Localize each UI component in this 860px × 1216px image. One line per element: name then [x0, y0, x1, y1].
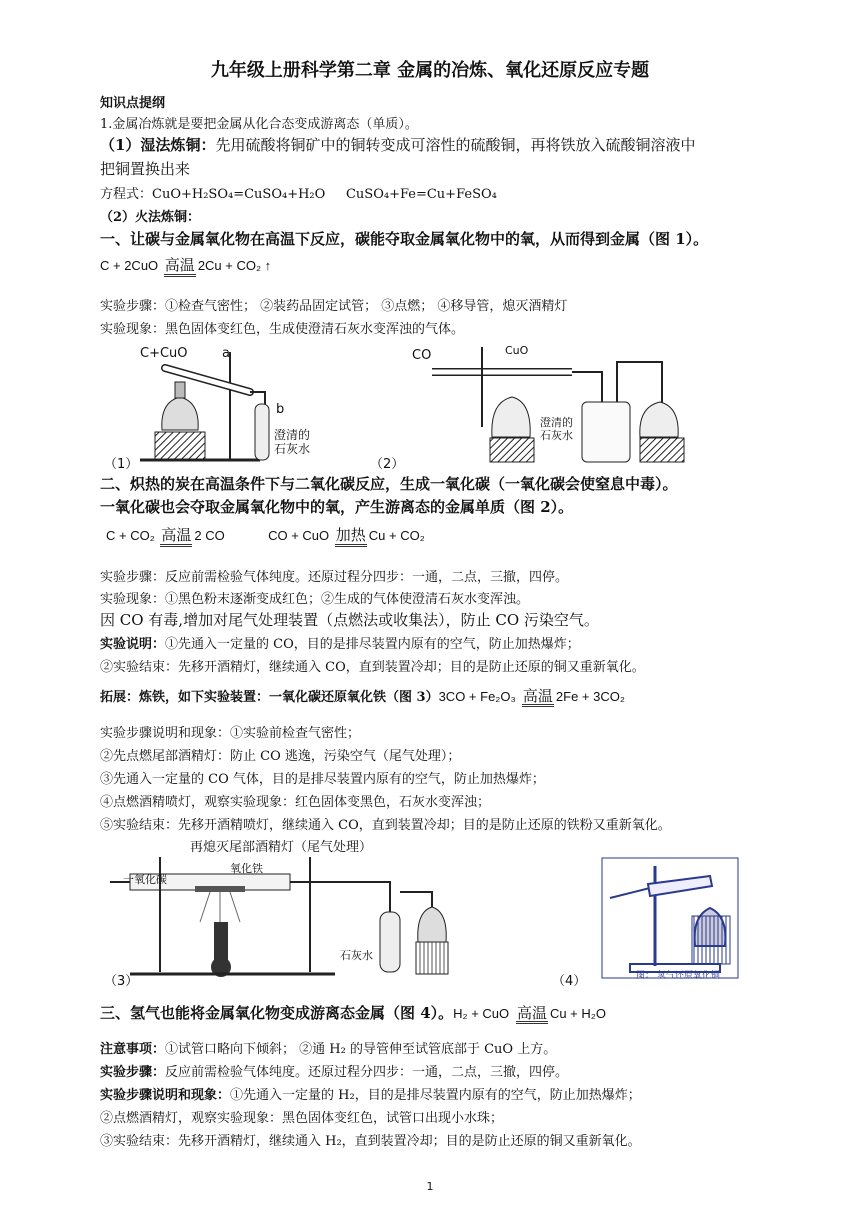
section-3-explain-1: 实验步骤说明和现象：①先通入一定量的 H₂，目的是排尽装置内原有的空气，防止加热爆炸； [100, 1088, 641, 1103]
section-1-heading: 一、让碳与金属氧化物在高温下反应，碳能夺取金属氧化物中的氧，从而得到金属（图 1）。 [100, 230, 709, 248]
section-3-heading-line: 三、氢气也能将金属氧化物变成游离态金属（图 4）。H₂ + CuO 高温 Cu + H₂O [100, 1004, 606, 1022]
figure-2-limewater-2: 石灰水 [540, 429, 573, 442]
wet-method-line2: 把铜置换出来 [100, 160, 191, 178]
condition-high-temp: 高温 [516, 1004, 547, 1022]
section-1-phenomena: 实验现象：黑色固体变红色，生成使澄清石灰水变浑浊的气体。 [100, 322, 465, 337]
section-1-steps: 实验步骤：①检查气密性； ②装药品固定试管； ③点燃； ④移导管，熄灭酒精灯 [100, 299, 568, 314]
figure-1-limewater-1: 澄清的 [274, 428, 311, 442]
fire-method-label: （2）火法炼铜： [100, 210, 201, 225]
figure-2-number: （2） [370, 457, 405, 472]
figure-1-limewater-2: 石灰水 [274, 442, 311, 456]
section-2-explain-2: ②实验结束：先移开酒精灯，继续通入 CO，直到装置冷却；目的是防止还原的铜又重新氧化。 [100, 660, 645, 675]
extension-step-6: 再熄灭尾部酒精灯（尾气处理） [190, 840, 373, 855]
section-2-explain-1: 实验说明：①先通入一定量的 CO，目的是排尽装置内原有的空气，防止加热爆炸； [100, 637, 580, 652]
equation-1: CuO+H₂SO₄=CuSO₄+H₂O [152, 187, 326, 202]
figure-1-number: （1） [104, 457, 139, 472]
section-3-notes: 注意事项：①试管口略向下倾斜； ②通 H₂ 的导管伸至试管底部于 CuO 上方。 [100, 1042, 557, 1057]
figure-2-co-reduction-apparatus [412, 342, 717, 467]
condition-high-temp: 高温 [164, 258, 196, 277]
figure-3-number: （3） [104, 974, 139, 989]
figure-4-number: （4） [552, 974, 587, 989]
extension-step-5: ⑤实验结束：先移开酒精喷灯，继续通入 CO，直到装置冷却；目的是防止还原的铁粉又重新氧化。 [100, 818, 671, 833]
page-title: 九年级上册科学第二章 金属的冶炼、氧化还原反应专题 [210, 60, 650, 81]
figure-2-limewater-1: 澄清的 [540, 416, 573, 429]
extension-step-3: ③先通入一定量的 CO 气体，目的是排尽装置内原有的空气，防止加热爆炸； [100, 772, 545, 787]
figure-1-label-b: b [276, 402, 285, 417]
section-2-heading-line2: 一氧化碳也会夺取金属氧化物中的氧，产生游离态的金属单质（图 2）。 [100, 498, 574, 516]
extension-step-4: ④点燃酒精喷灯，观察实验现象：红色固体变黑色，石灰水变浑浊； [100, 795, 491, 810]
section-3-heading: 三、氢气也能将金属氧化物变成游离态金属（图 4）。 [100, 1004, 454, 1022]
section-2-phenomena: 实验现象：①黑色粉末逐渐变成红色；②生成的气体使澄清石灰水变浑浊。 [100, 592, 530, 607]
condition-high-temp: 高温 [522, 687, 553, 705]
page-number: 1 [426, 1180, 434, 1193]
equation-2: CuSO₄+Fe=Cu+FeSO₄ [345, 187, 497, 202]
wet-method-text: 先用硫酸将铜矿中的铜转变成可溶性的硫酸铜，再将铁放入硫酸铜溶液中 [215, 136, 696, 154]
section-2-steps: 实验步骤：反应前需检验气体纯度。还原过程分四步：一通，二点，三撤，四停。 [100, 570, 569, 585]
condition-heating: 加热 [335, 528, 367, 547]
section-3-steps: 实验步骤：反应前需检验气体纯度。还原过程分四步：一通，二点，三撤，四停。 [100, 1065, 569, 1080]
wet-equation: 方程式：CuO+H₂SO₄=CuSO₄+H₂O CuSO₄+Fe=Cu+FeSO₄ [100, 187, 497, 202]
extension-step-0: 实验步骤说明和现象：①实验前检查气密性； [100, 726, 361, 741]
paragraph-1: 1.金属冶炼就是要把金属从化合态变成游离态（单质）。 [100, 117, 418, 132]
section-2-equations: C + CO₂ 高温 2 CO CO + CuO 加热 Cu + CO₂ [106, 528, 425, 547]
figure-3-limewater-label: 石灰水 [340, 949, 373, 962]
section-1-equation: C + 2CuO 高温 2Cu + CO₂ ↑ [100, 258, 271, 277]
figure-2-solid-label: CuO [505, 344, 529, 357]
figure-2-gas-label: CO [412, 348, 432, 363]
figure-4-hydrogen-reduction-apparatus [600, 856, 740, 981]
outline-heading: 知识点提纲 [100, 96, 166, 111]
figure-1-reagent-label: C+CuO [140, 346, 188, 361]
condition-high-temp: 高温 [160, 528, 192, 547]
wet-method-line1 [100, 134, 695, 155]
section-2-heading-line1: 二、炽热的炭在高温条件下与二氧化碳反应，生成一氧化碳（一氧化碳会使窒息中毒）。 [100, 475, 678, 493]
section-3-explain-3: ③实验结束：先移开酒精灯，继续通入 H₂，直到装置冷却；目的是防止还原的铜又重新氧化。 [100, 1134, 641, 1149]
extension-step-2: ②先点燃尾部酒精灯：防止 CO 逃逸，污染空气（尾气处理）； [100, 749, 461, 764]
extension-heading: 拓展：炼铁，如下实验装置：一氧化碳还原氧化铁（图 3）3CO + Fe₂O₃ 高温 2Fe + 3CO₂ [100, 687, 625, 705]
figure-4-caption: 图： 氢气还原氧化铜 [636, 971, 720, 981]
figure-3-solid-label: 氧化铁 [230, 862, 263, 875]
figure-1-label-a: a [222, 346, 230, 361]
section-2-co-note: 因 CO 有毒,增加对尾气处理装置（点燃法或收集法），防止 CO 污染空气。 [100, 611, 599, 629]
wet-method-label: （1）湿法炼铜： [100, 136, 216, 154]
figure-3-gas-label: 一氧化碳 [123, 873, 167, 886]
section-3-explain-2: ②点燃酒精灯，观察实验现象：黑色固体变红色，试管口出现小水珠； [100, 1111, 504, 1126]
